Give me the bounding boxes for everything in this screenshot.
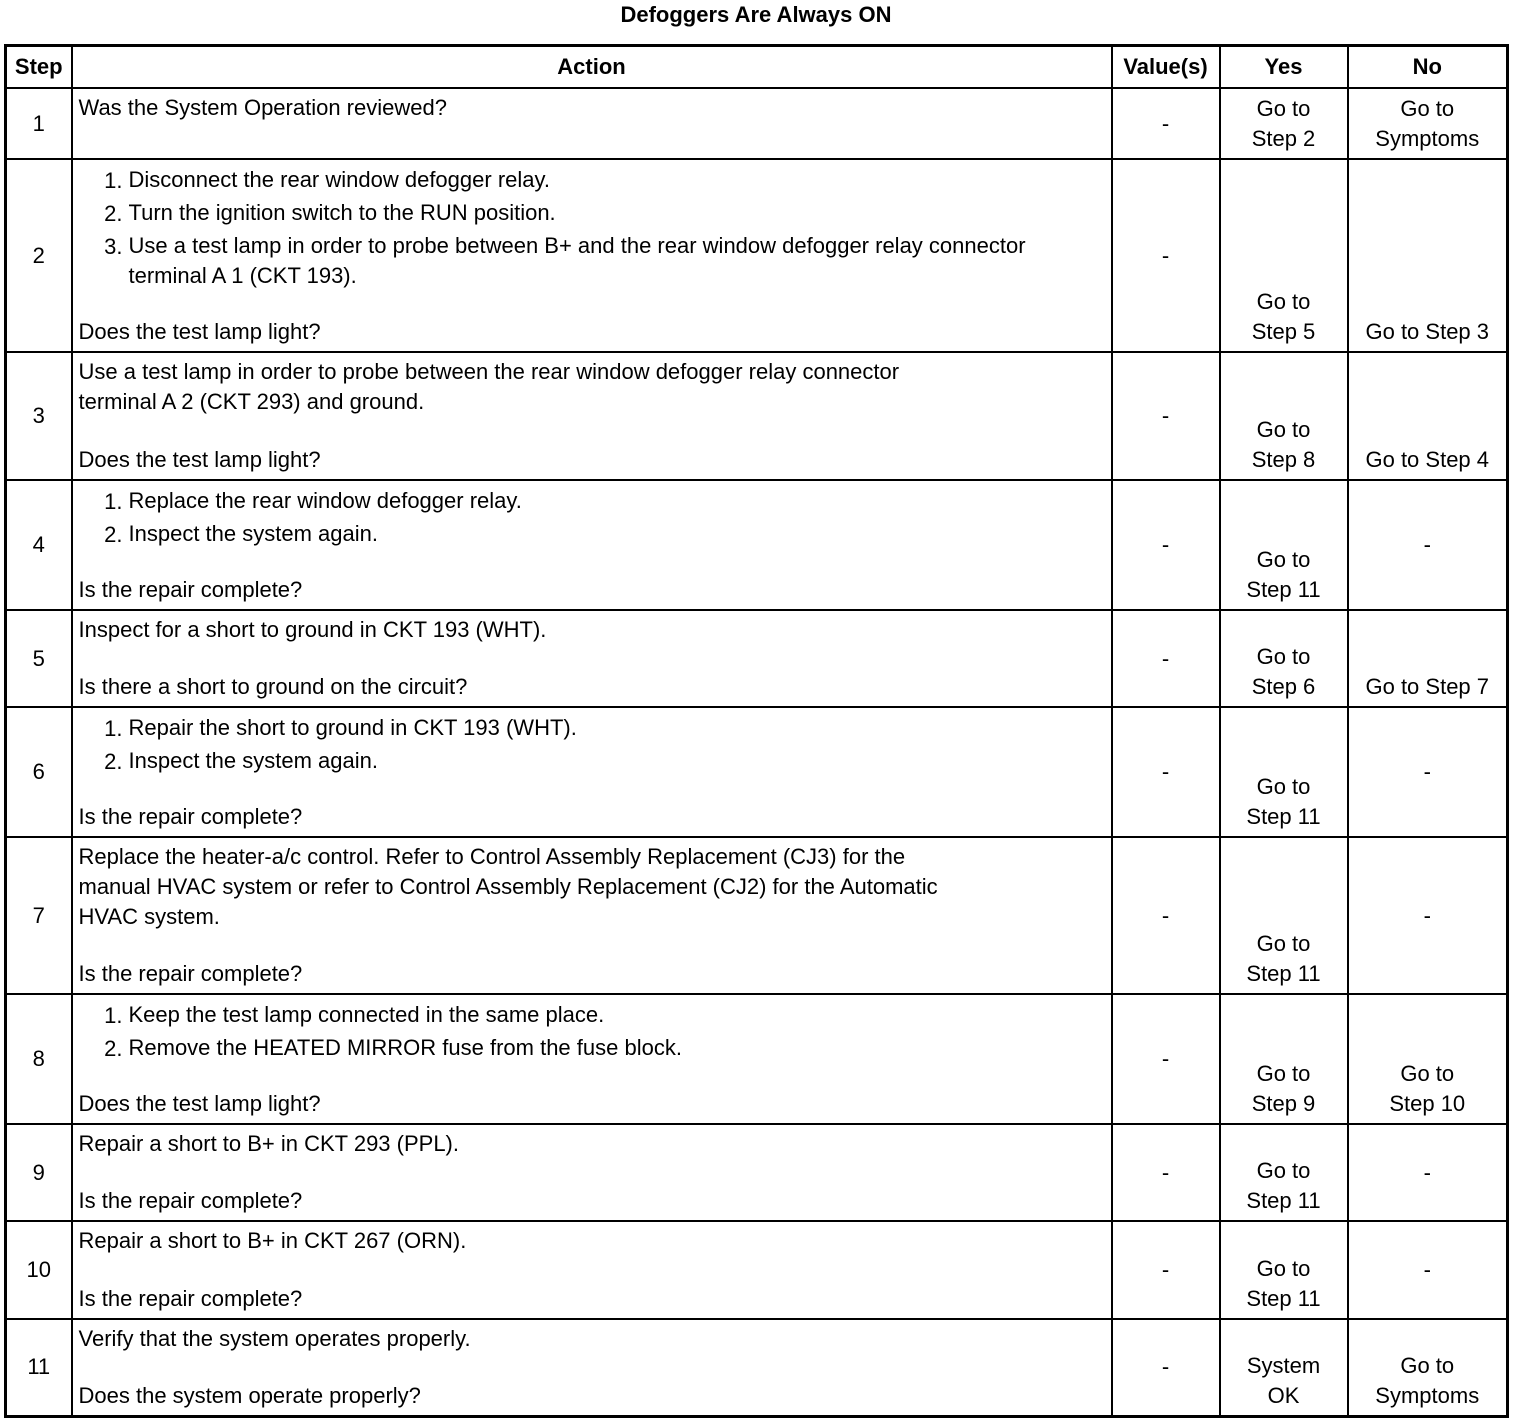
action-text-line: Inspect for a short to ground in CKT 193 (WHT). (78, 617, 547, 642)
yes-result (1220, 480, 1348, 610)
action-cell (72, 994, 1112, 1124)
page-title: Defoggers Are Always ON (620, 2, 892, 27)
action-steps-list (79, 164, 1105, 291)
yes-result-line: Go to (1256, 1061, 1311, 1086)
step-number: 9 (6, 1124, 72, 1221)
no-result (1348, 88, 1508, 159)
step-number: 3 (6, 352, 72, 480)
action-cell (72, 1124, 1112, 1221)
header-action: Action (72, 46, 1112, 89)
action-step-number: 2. (104, 201, 123, 226)
yes-result-line: Step 6 (1251, 674, 1316, 699)
no-result-line: - (1423, 902, 1431, 928)
action-cell (72, 707, 1112, 837)
yes-result (1220, 159, 1348, 352)
no-result (1348, 1319, 1508, 1416)
action-cell (72, 159, 1112, 352)
action-content (79, 999, 1105, 1119)
no-result (1348, 1124, 1508, 1221)
table-row (6, 159, 1508, 352)
action-step-text: Keep the test lamp connected in the same place. (128, 1002, 605, 1027)
action-content (79, 1324, 1105, 1411)
no-result (1348, 837, 1508, 994)
table-row (6, 707, 1508, 837)
no-result-line: Go to (1400, 96, 1455, 121)
table-row (6, 1221, 1508, 1319)
yes-result (1220, 707, 1348, 837)
action-cell (72, 1319, 1112, 1416)
action-step-number: 1. (104, 716, 123, 741)
table-row (6, 837, 1508, 994)
no-result (1348, 1221, 1508, 1319)
yes-result-line: Step 11 (1246, 577, 1321, 602)
value-cell: - (1112, 1124, 1220, 1221)
no-result-line: - (1423, 1159, 1431, 1185)
action-content (79, 164, 1105, 347)
action-step-number: 2. (104, 1036, 123, 1061)
action-content (79, 1226, 1105, 1314)
yes-result-line: Go to (1256, 547, 1311, 572)
action-steps-list (79, 485, 1105, 551)
action-step-text: Inspect the system again. (128, 748, 378, 773)
action-content (79, 357, 1105, 475)
action-text-line: Repair a short to B+ in CKT 293 (PPL). (78, 1131, 459, 1156)
value-cell: - (1112, 707, 1220, 837)
table-row (6, 994, 1508, 1124)
action-content (79, 93, 1105, 154)
yes-result-line: Step 11 (1246, 1286, 1321, 1311)
action-text-line: HVAC system. (78, 904, 220, 929)
yes-result-line: Go to (1256, 1158, 1311, 1183)
yes-result (1220, 610, 1348, 707)
diagnostic-table (4, 44, 1509, 1418)
action-step-number: 1. (104, 168, 123, 193)
yes-result-line: Go to (1256, 417, 1311, 442)
action-body (79, 712, 1105, 778)
value-cell: - (1112, 1319, 1220, 1416)
no-result-line: Go to (1400, 1352, 1455, 1378)
action-cell (72, 1221, 1112, 1319)
action-step-text: Turn the ignition switch to the RUN position. (128, 200, 556, 225)
action-step-text: Disconnect the rear window defogger relay. (128, 167, 550, 192)
yes-result (1220, 352, 1348, 480)
yes-result (1220, 837, 1348, 994)
step-number: 11 (6, 1319, 72, 1416)
action-body (79, 164, 1105, 291)
step-number: 10 (6, 1221, 72, 1319)
header-row (6, 46, 1508, 89)
action-body (79, 842, 1105, 932)
no-result-line: Go to Step 3 (1365, 319, 1490, 344)
value-cell: - (1112, 994, 1220, 1124)
yes-result (1220, 88, 1348, 159)
table-row (6, 610, 1508, 707)
yes-result (1220, 1221, 1348, 1319)
action-body (79, 1129, 1105, 1159)
action-step-number: 3. (104, 234, 123, 259)
value-cell: - (1112, 159, 1220, 352)
no-result-line: - (1423, 532, 1431, 557)
action-question: Does the system operate properly? (78, 1382, 421, 1408)
action-step-text: Remove the HEATED MIRROR fuse from the fuse block. (128, 1035, 682, 1060)
action-text-line: Repair a short to B+ in CKT 267 (ORN). (78, 1228, 467, 1253)
action-step-number: 2. (104, 522, 123, 547)
action-body (79, 357, 1105, 417)
step-number: 2 (6, 159, 72, 352)
header-step: Step (6, 46, 72, 89)
table-row (6, 1124, 1508, 1221)
action-question: Is the repair complete? (78, 577, 303, 602)
yes-result-line: Step 11 (1246, 1188, 1321, 1213)
yes-result (1220, 1124, 1348, 1221)
action-cell (72, 352, 1112, 480)
yes-result-line: Step 11 (1246, 961, 1321, 986)
action-step-item (79, 197, 1105, 230)
action-step-text: Replace the rear window defogger relay. (128, 488, 522, 513)
yes-result-line: Go to (1256, 774, 1311, 799)
yes-result-line: OK (1267, 1382, 1300, 1408)
action-cell (72, 837, 1112, 994)
action-body (79, 93, 1105, 123)
action-text-line: Verify that the system operates properly. (78, 1326, 471, 1351)
action-step-item (79, 712, 1105, 745)
value-cell: - (1112, 88, 1220, 159)
action-text-line: Use a test lamp in order to probe between the rear window defogger relay connector (78, 359, 900, 384)
action-step-item (79, 518, 1105, 551)
action-text-line: Was the System Operation reviewed? (78, 95, 447, 120)
action-step-number: 2. (104, 749, 123, 774)
yes-result-line: Go to (1256, 1256, 1311, 1281)
action-body (79, 999, 1105, 1065)
no-result (1348, 352, 1508, 480)
action-question: Does the test lamp light? (78, 447, 321, 472)
yes-result-line: Go to (1256, 96, 1311, 121)
table-row (6, 88, 1508, 159)
step-number: 1 (6, 88, 72, 159)
yes-result-line: System (1246, 1352, 1321, 1378)
yes-result (1220, 994, 1348, 1124)
yes-result-line: Step 11 (1246, 804, 1321, 829)
step-number: 6 (6, 707, 72, 837)
action-step-item (79, 485, 1105, 518)
action-content (79, 485, 1105, 605)
value-cell: - (1112, 480, 1220, 610)
action-question: Is the repair complete? (78, 1286, 303, 1311)
no-result (1348, 707, 1508, 837)
value-cell: - (1112, 610, 1220, 707)
action-content (79, 712, 1105, 832)
action-step-item (79, 999, 1105, 1032)
action-question: Is there a short to ground on the circuit? (78, 674, 468, 699)
action-question: Does the test lamp light? (78, 1091, 321, 1116)
action-body (79, 615, 1105, 645)
header-no: No (1348, 46, 1508, 89)
yes-result-line: Go to (1256, 931, 1311, 956)
yes-result-line: Go to (1256, 644, 1311, 669)
no-result-line: - (1423, 1257, 1431, 1282)
no-result (1348, 610, 1508, 707)
header-yes: Yes (1220, 46, 1348, 89)
value-cell: - (1112, 837, 1220, 994)
step-number: 4 (6, 480, 72, 610)
step-number: 8 (6, 994, 72, 1124)
action-step-item (79, 164, 1105, 197)
action-content (79, 615, 1105, 702)
yes-result-line: Step 8 (1251, 447, 1316, 472)
action-steps-list (79, 712, 1105, 778)
action-step-item (79, 745, 1105, 778)
no-result (1348, 994, 1508, 1124)
table-row (6, 352, 1508, 480)
action-content (79, 842, 1105, 989)
yes-result (1220, 1319, 1348, 1416)
yes-result-line: Step 5 (1251, 319, 1316, 344)
table-row (6, 480, 1508, 610)
action-question: Is the repair complete? (78, 961, 303, 986)
no-result-line: Go to Step 4 (1365, 447, 1490, 472)
step-number: 5 (6, 610, 72, 707)
action-body (79, 485, 1105, 551)
action-text-line: Replace the heater-a/c control. Refer to Control Assembly Replacement (CJ3) for the (78, 844, 906, 869)
no-result (1348, 480, 1508, 610)
action-cell (72, 480, 1112, 610)
no-result-line: - (1423, 759, 1431, 784)
no-result-line: Symptoms (1375, 1382, 1480, 1408)
no-result (1348, 159, 1508, 352)
action-step-item (79, 1032, 1105, 1065)
action-cell (72, 88, 1112, 159)
action-text-line: manual HVAC system or refer to Control Assembly Replacement (CJ2) for the Automatic (78, 874, 938, 899)
table-row (6, 1319, 1508, 1416)
action-content (79, 1129, 1105, 1216)
action-step-number: 1. (104, 1003, 123, 1028)
no-result-line: Symptoms (1375, 126, 1480, 151)
action-step-item (79, 230, 1105, 291)
value-cell: - (1112, 352, 1220, 480)
action-cell (72, 610, 1112, 707)
action-step-text: Use a test lamp in order to probe between B+ and the rear window defogger relay connector terminal A 1 (CKT 193). (128, 233, 1026, 288)
step-number: 7 (6, 837, 72, 994)
yes-result-line: Step 2 (1251, 126, 1316, 151)
yes-result-line: Go to (1256, 289, 1311, 314)
value-cell: - (1112, 1221, 1220, 1319)
action-body (79, 1226, 1105, 1256)
no-result-line: Go to (1400, 1061, 1455, 1086)
action-question: Is the repair complete? (78, 804, 303, 829)
no-result-line: Go to Step 7 (1365, 674, 1490, 699)
action-step-text: Repair the short to ground in CKT 193 (WHT). (128, 715, 577, 740)
yes-result-line: Step 9 (1251, 1091, 1316, 1116)
no-result-line: Step 10 (1389, 1091, 1466, 1116)
action-question: Is the repair complete? (78, 1188, 303, 1213)
action-question: Does the test lamp light? (78, 319, 321, 344)
action-step-text: Inspect the system again. (128, 521, 378, 546)
action-step-number: 1. (104, 489, 123, 514)
action-text-line: terminal A 2 (CKT 293) and ground. (78, 389, 425, 414)
action-steps-list (79, 999, 1105, 1065)
header-values: Value(s) (1112, 46, 1220, 89)
action-body (79, 1324, 1105, 1354)
